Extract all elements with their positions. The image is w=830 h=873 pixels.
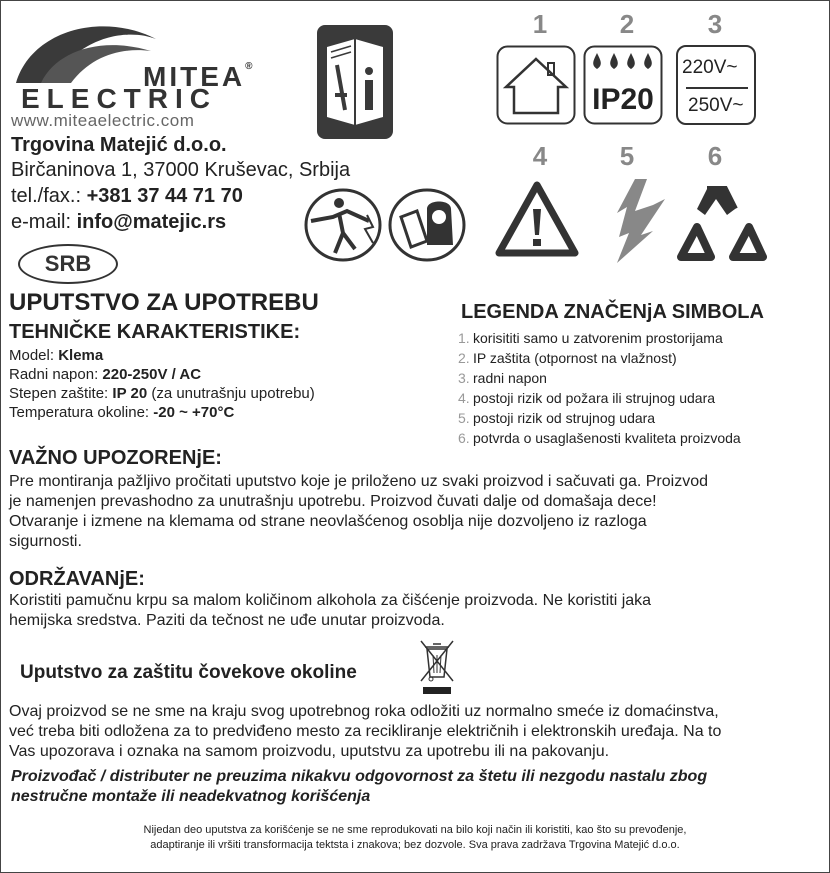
legend-item: 3. radni napon — [458, 370, 547, 386]
spec-protection: Stepen zaštite: IP 20 (za unutrašnju upotrebu) — [9, 385, 315, 402]
legend-item: 5. postoji rizik od strujnog udara — [458, 410, 656, 426]
electrocution-hazard-icon — [303, 187, 383, 263]
page-title: UPUTSTVO ZA UPOTREBU — [9, 289, 319, 316]
symbol-number-2: 2 — [619, 9, 635, 39]
copyright-footer: Nijedan deo uputstva za korišćenje se ne sme reprodukovati na bilo koji način ili koristiti, kao što su prevođenje, adaptiranje ili vršiti transformacija tektsta i znakova; bez dozvole. Sva prava zadržava Trgovina Matejić d.o.o. — [143, 824, 687, 851]
company-name: Trgovina Matejić d.o.o. — [11, 134, 227, 156]
brand-name-bottom: ELECTRIC — [21, 83, 217, 114]
brand-logo — [11, 11, 271, 114]
website: www.miteaelectric.com — [11, 111, 195, 130]
legend-item: 1. korisititi samo u zatvorenim prostorijama — [458, 330, 723, 346]
quality-conformity-icon — [677, 185, 767, 261]
warning-triangle-icon — [495, 181, 579, 257]
symbol-number-4: 4 — [532, 141, 548, 171]
voltage-symbol — [676, 45, 756, 125]
warning-text: Pre montiranja pažljivo pročitati uputstvo koje je priloženo uz svaki proizvod i sačuvati ga. Proizvod je namenjen prevashodno za unutrašnju upotrebu. Proizvod čuvati dalje od domašaja dece! Otvaranje i izmene na klemama od strane neovlašćenog osoblja nije dozvoljeno iz razloga sigurnosti. — [9, 473, 709, 550]
maintenance-text: Koristiti pamučnu krpu sa malom količinom alkohola za čišćenje proizvoda. Ne koristiti jaka hemijska sredstva. Paziti da tečnost ne uđe unutar proizvoda. — [9, 592, 652, 629]
spec-model: Model: Klema — [9, 347, 104, 364]
legend-title: LEGENDA ZNAČENjA SIMBOLA — [461, 301, 764, 323]
logo-swoosh-icon — [11, 11, 161, 86]
company-address: Birčaninova 1, 37000 Kruševac, Srbija — [11, 159, 351, 181]
legend-item: 2. IP zaštita (otpornost na vlažnost) — [458, 350, 677, 366]
environment-text: Ovaj proizvod se ne sme na kraju svog upotrebnog roka odložiti uz normalno smeće iz domaćinstva, već treba biti odložena za to predviđeno mesto za recikliranje električnih i elektronskih uređaja. Na to Vas upozorava i oznaka na samom proizvodu, uputstvu za upotrebu ili na pakovanju. — [9, 703, 722, 760]
disclaimer-text: Proizvođač / distributer ne preuzima nikakvu odgovornost za štetu ili nezgodu nastalu zbog nestručne montaže ili neadekvatnog korišćenja — [11, 768, 708, 805]
tech-specs-title: TEHNIČKE KARAKTERISTIKE: — [9, 321, 301, 343]
country-badge: SRB — [18, 244, 118, 284]
ip-rating-symbol — [583, 45, 663, 125]
symbol-number-1: 1 — [532, 9, 548, 39]
indoor-use-icon — [496, 45, 576, 125]
symbol-number-6: 6 — [707, 141, 723, 171]
legend-item: 6. potvrda o usaglašenosti kvaliteta proizvoda — [458, 430, 741, 446]
symbol-number-3: 3 — [707, 9, 723, 39]
spec-voltage: Radni napon: 220-250V / AC — [9, 366, 202, 383]
voltage-divider — [686, 87, 748, 89]
weee-crossed-bin-icon — [417, 637, 457, 695]
environment-title: Uputstvo za zaštitu čovekove okoline — [20, 662, 357, 683]
lightning-bolt-icon — [613, 177, 669, 265]
company-email: e-mail: info@matejic.rs — [11, 211, 227, 233]
read-manual-icon — [317, 25, 393, 139]
voltage-top: 220V~ — [682, 57, 738, 78]
ip-code: IP20 — [592, 83, 654, 116]
maintenance-title: ODRŽAVANjE: — [9, 568, 145, 590]
symbol-number-5: 5 — [619, 141, 635, 171]
spec-temperature: Temperatura okoline: -20 ~ +70°C — [9, 404, 235, 421]
company-phone: tel./fax.: +381 37 44 71 70 — [11, 185, 243, 207]
legend-item: 4. postoji rizik od požara ili strujnog udara — [458, 390, 716, 406]
read-instructions-icon — [387, 187, 467, 263]
voltage-bottom: 250V~ — [688, 95, 744, 116]
brand-name-top: MITEA® — [143, 61, 256, 92]
warning-title: VAŽNO UPOZORENjE: — [9, 447, 222, 469]
